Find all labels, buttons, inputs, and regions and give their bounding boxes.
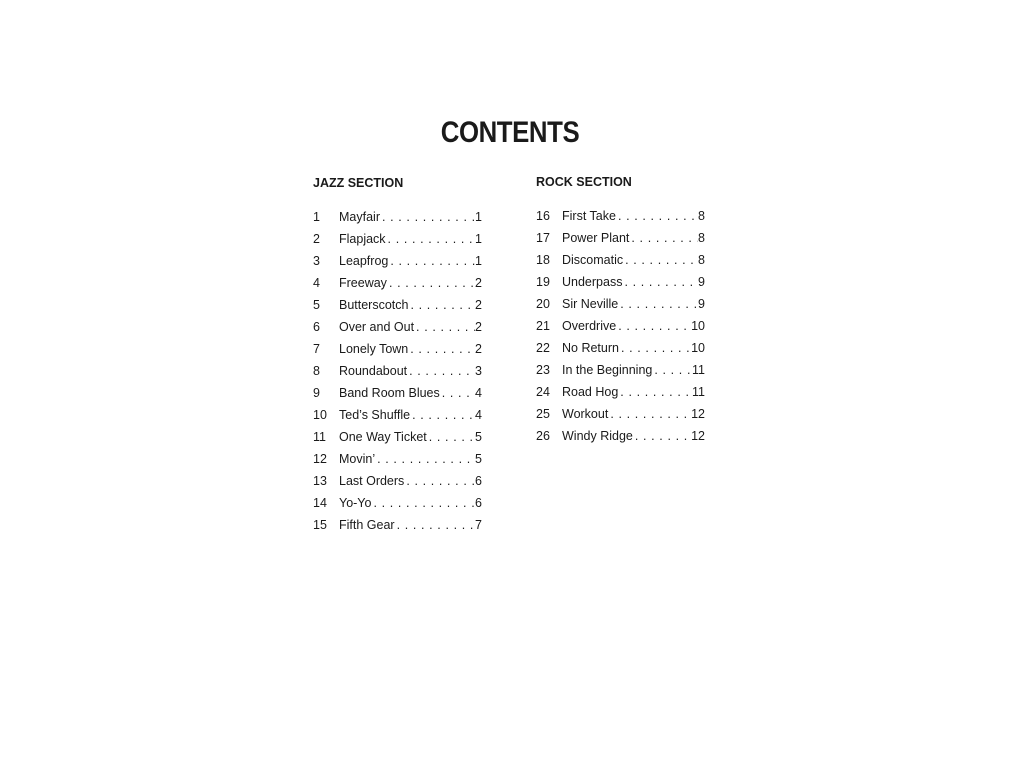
contents-entry	[536, 359, 705, 381]
entry-page-number: 1	[475, 232, 482, 246]
entry-number: 21	[536, 319, 550, 333]
entry-title: Lonely Town	[339, 342, 409, 356]
entry-page-number: 2	[475, 320, 482, 334]
contents-entry	[313, 338, 482, 360]
contents-entry	[536, 381, 705, 403]
contents-entry	[313, 404, 482, 426]
dot-leader	[414, 316, 475, 338]
entry-page-number: 2	[475, 342, 482, 356]
contents-entry	[536, 249, 705, 271]
entry-title: First Take	[562, 209, 616, 223]
contents-entry	[536, 227, 705, 249]
contents-entry	[536, 293, 705, 315]
entry-page-number: 10	[691, 319, 705, 333]
entry-number: 7	[313, 342, 320, 356]
entry-number: 19	[536, 275, 550, 289]
entry-number: 12	[313, 452, 327, 466]
contents-entry	[313, 470, 482, 492]
dot-leader	[623, 249, 698, 271]
contents-entry	[313, 294, 482, 316]
contents-entry	[313, 382, 482, 404]
dot-leader	[440, 382, 475, 404]
dot-leader	[618, 293, 698, 315]
entry-page-number: 1	[475, 210, 482, 224]
entry-title: Underpass	[562, 275, 623, 289]
entry-page-number: 1	[475, 254, 482, 268]
entry-number: 17	[536, 231, 550, 245]
entry-number: 16	[536, 209, 550, 223]
entry-title: Windy Ridge	[562, 429, 633, 443]
contents-entry	[313, 250, 482, 272]
entry-page-number: 8	[698, 209, 705, 223]
entry-page-number: 11	[692, 363, 705, 377]
entry-number: 14	[313, 496, 327, 510]
contents-entry	[313, 272, 482, 294]
contents-entry	[536, 315, 705, 337]
contents-entry	[313, 492, 482, 514]
entry-number: 9	[313, 386, 320, 400]
dot-leader	[622, 271, 698, 293]
contents-entry	[536, 425, 705, 447]
entry-number: 13	[313, 474, 327, 488]
dot-leader	[410, 404, 475, 426]
entry-title: Butterscotch	[339, 298, 409, 312]
entry-title: Movin’	[339, 452, 376, 466]
dot-leader	[608, 403, 691, 425]
entry-title: Last Orders	[339, 474, 405, 488]
rock-section-heading: ROCK SECTION	[536, 175, 632, 189]
dot-leader	[388, 250, 475, 272]
entry-page-number: 3	[475, 364, 482, 378]
dot-leader	[652, 359, 692, 381]
dot-leader	[371, 492, 475, 514]
rock-section	[536, 175, 705, 447]
entry-title: Roundabout	[339, 364, 408, 378]
entry-title: Mayfair	[339, 210, 380, 224]
dot-leader	[408, 338, 475, 360]
entry-title: Yo-Yo	[339, 496, 372, 510]
entry-page-number: 9	[698, 275, 705, 289]
entry-page-number: 10	[691, 341, 705, 355]
entry-number: 11	[313, 430, 326, 444]
dot-leader	[407, 360, 475, 382]
contents-entry	[313, 206, 482, 228]
jazz-section-heading: JAZZ SECTION	[313, 176, 404, 190]
entry-number: 22	[536, 341, 550, 355]
entry-number: 3	[313, 254, 320, 268]
dot-leader	[386, 228, 476, 250]
entry-title: Power Plant	[562, 231, 630, 245]
contents-entry	[313, 448, 482, 470]
entry-page-number: 2	[475, 298, 482, 312]
entry-number: 18	[536, 253, 550, 267]
entry-title: Leapfrog	[339, 254, 389, 268]
entry-number: 8	[313, 364, 320, 378]
contents-entry	[313, 316, 482, 338]
entry-title: Sir Neville	[562, 297, 619, 311]
entry-page-number: 6	[475, 496, 482, 510]
entry-number: 4	[313, 276, 320, 290]
contents-entry	[536, 337, 705, 359]
entry-number: 24	[536, 385, 550, 399]
entry-title: In the Beginning	[562, 363, 653, 377]
dot-leader	[427, 426, 475, 448]
entry-number: 1	[313, 210, 320, 224]
dot-leader	[618, 381, 692, 403]
contents-entry	[313, 514, 482, 536]
entry-page-number: 6	[475, 474, 482, 488]
page-title: CONTENTS	[440, 116, 580, 150]
entry-title: Workout	[562, 407, 609, 421]
dot-leader	[408, 294, 475, 316]
entry-number: 15	[313, 518, 327, 532]
rock-entries-list	[536, 205, 705, 447]
contents-entry	[313, 426, 482, 448]
dot-leader	[380, 206, 475, 228]
dot-leader	[387, 272, 475, 294]
entry-page-number: 8	[698, 231, 705, 245]
contents-entry	[313, 228, 482, 250]
entry-number: 2	[313, 232, 320, 246]
dot-leader	[633, 425, 691, 447]
entry-title: Band Room Blues	[339, 386, 440, 400]
dot-leader	[375, 448, 475, 470]
entry-page-number: 11	[692, 385, 705, 399]
entry-number: 5	[313, 298, 320, 312]
contents-entry	[313, 360, 482, 382]
dot-leader	[629, 227, 698, 249]
contents-entry	[536, 271, 705, 293]
entry-number: 10	[313, 408, 327, 422]
entry-title: Over and Out	[339, 320, 415, 334]
entry-number: 6	[313, 320, 320, 334]
entry-number: 23	[536, 363, 550, 377]
entry-page-number: 7	[475, 518, 482, 532]
dot-leader	[616, 315, 691, 337]
entry-page-number: 5	[475, 452, 482, 466]
entry-title: Overdrive	[562, 319, 617, 333]
dot-leader	[616, 205, 698, 227]
entry-title: Discomatic	[562, 253, 624, 267]
dot-leader	[404, 470, 475, 492]
entry-title: Flapjack	[339, 232, 386, 246]
dot-leader	[619, 337, 691, 359]
entry-page-number: 12	[691, 429, 705, 443]
entry-title: Road Hog	[562, 385, 619, 399]
entry-page-number: 9	[698, 297, 705, 311]
entry-page-number: 4	[475, 408, 482, 422]
entry-page-number: 5	[475, 430, 482, 444]
entry-number: 20	[536, 297, 550, 311]
contents-entry	[536, 205, 705, 227]
entry-page-number: 2	[475, 276, 482, 290]
entry-title: Freeway	[339, 276, 387, 290]
entry-page-number: 4	[475, 386, 482, 400]
entry-number: 26	[536, 429, 550, 443]
entry-title: One Way Ticket	[339, 430, 427, 444]
entry-title: Ted’s Shuffle	[339, 408, 411, 422]
entry-page-number: 8	[698, 253, 705, 267]
jazz-entries-list	[313, 206, 482, 536]
entry-page-number: 12	[691, 407, 705, 421]
jazz-section	[313, 176, 482, 536]
entry-title: No Return	[562, 341, 619, 355]
entry-title: Fifth Gear	[339, 518, 395, 532]
contents-entry	[536, 403, 705, 425]
entry-number: 25	[536, 407, 550, 421]
dot-leader	[395, 514, 475, 536]
